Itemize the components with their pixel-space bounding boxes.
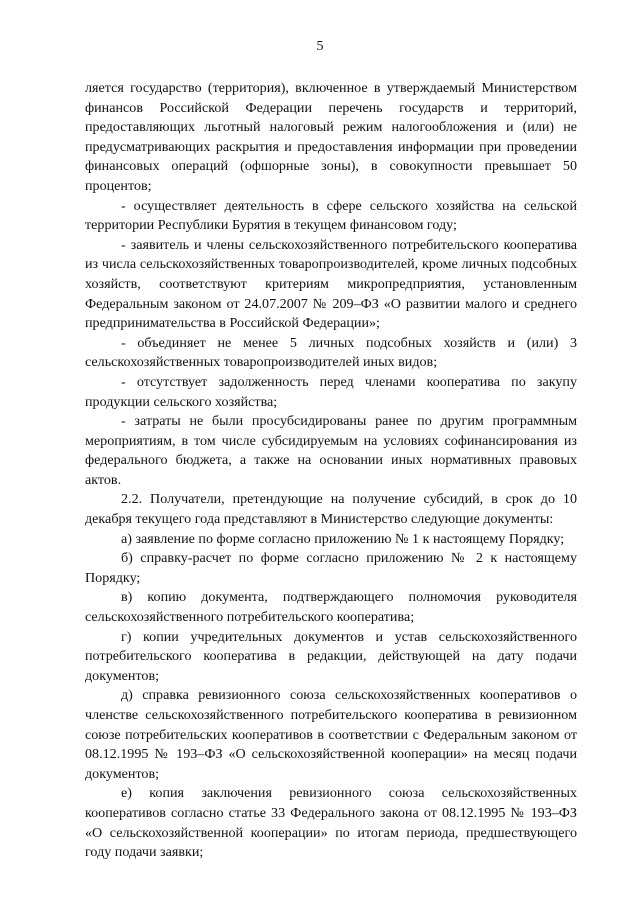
paragraph-5: - отсутствует задолженность перед членами кооператива по закупу продукции сельского хозяйства; xyxy=(85,373,577,410)
paragraph-3: - заявитель и члены сельскохозяйственного потребительского кооператива из числа сельскохозяйственных товаропроизводителей, кроме личных подсобных хозяйств, соответствуют критериям микропредприятия, установленным Федеральным законом от 24.07.2007 № 209–ФЗ «О развитии малого и среднего предпринимательства в Российской Федерации»; xyxy=(85,236,577,332)
paragraph-11: г) копии учредительных документов и устав сельскохозяйственного потребительского кооператива в редакции, действующей на дату подачи документов; xyxy=(85,628,577,684)
paragraph-13: е) копия заключения ревизионного союза сельскохозяйственных кооперативов согласно статье 33 Федерального закона от 08.12.1995 № 193–ФЗ «О сельскохозяйственной кооперации» по итогам периода, предшествующего году подачи заявки; xyxy=(85,785,577,861)
paragraph-12: д) справка ревизионного союза сельскохозяйственных кооперативов о членстве сельскохозяйственного потребительского кооператива в ревизионном союзе потребительских кооперативов в соответствии с Федеральным законом от 08.12.1995 № 193–ФЗ «О сельскохозяйственной кооперации» на месяц подачи документов; xyxy=(85,687,577,782)
paragraph-8: а) заявление по форме согласно приложению № 1 к настоящему Порядку; xyxy=(121,530,565,547)
paragraph-9: б) справку-расчет по форме согласно приложению № 2 к настоящему Порядку; xyxy=(85,550,577,586)
paragraph-4: - объединяет не менее 5 личных подсобных хозяйств и (или) 3 сельскохозяйственных товаропроизводителей иных видов; xyxy=(85,334,577,371)
paragraph-6: - затраты не были просубсидированы ранее по другим программным мероприятиям, в том числе субсидируемым на условиях софинансирования из федерального бюджета, а также на основании иных нормативных правовых актов. xyxy=(85,413,577,488)
paragraph-2: - осуществляет деятельность в сфере сельского хозяйства на сельской территории Республики Бурятия в текущем финансовом году; xyxy=(85,197,577,234)
document-body xyxy=(85,79,577,863)
page-number: 5 xyxy=(316,39,324,54)
paragraph-1: ляется государство (территория), включенное в утверждаемый Министерством финансов Российской Федерации перечень государств и территорий, предоставляющих льготный налоговый режим налогообложения и (или) не предусматривающих раскрытия и предоставления информации при проведении финансовых операций (офшорные зоны), в совокупности превышает 50 процентов; xyxy=(85,80,577,194)
paragraph-10: в) копию документа, подтверждающего полномочия руководителя сельскохозяйственного потребительского кооператива; xyxy=(85,589,577,626)
paragraph-7: 2.2. Получатели, претендующие на получение субсидий, в срок до 10 декабря текущего года представляют в Министерство следующие документы: xyxy=(85,491,577,528)
